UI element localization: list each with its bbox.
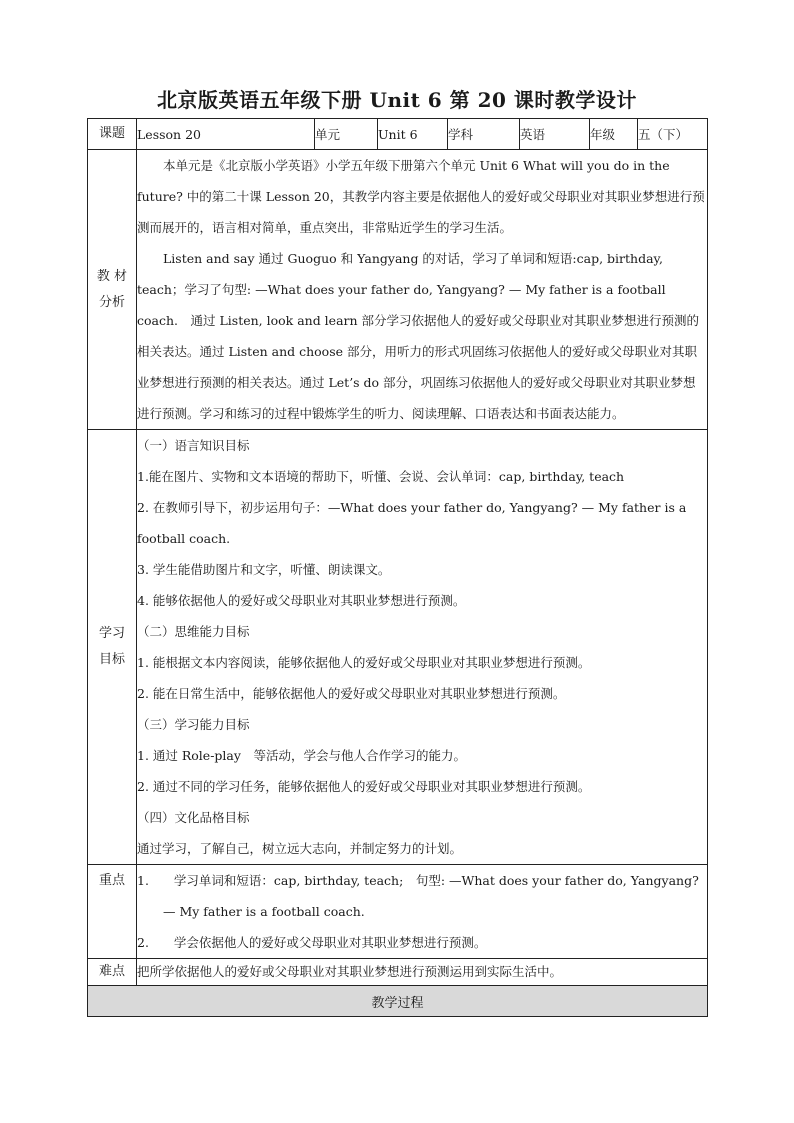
objective-line: 通过学习，了解自己，树立远大志向，并制定努力的计划。 [137,841,463,856]
subject-value: 英语 [520,119,590,150]
objective-line: 1. 能根据文本内容阅读，能够依据他人的爱好或父母职业对其职业梦想进行预测。 [137,655,591,670]
objective-line: 4. 能够依据他人的爱好或父母职业对其职业梦想进行预测。 [137,593,466,608]
difficulties-label: 难点 [88,959,137,986]
objective-heading-culture: （四）文化品格目标 [137,810,250,825]
objective-line: 2. 在教师引导下，初步运用句子：—What does your father do, Yangyang? — My father is a football coach. [137,500,687,546]
difficulties-content: 把所学依据他人的爱好或父母职业对其职业梦想进行预测运用到实际生活中。 [137,959,708,986]
lesson-value: Lesson 20 [137,119,315,150]
objective-line: 3. 学生能借助图片和文字，听懂、朗读课文。 [137,562,391,577]
process-heading: 教学过程 [88,986,708,1017]
objectives-label [88,430,137,865]
objective-heading-language: （一）语言知识目标 [137,438,250,453]
objectives-row [88,430,708,865]
subject-label: 学科 [448,119,520,150]
objective-heading-thinking: （二）思维能力目标 [137,624,250,639]
lesson-label: 课题 [88,119,137,150]
objective-line: 2. 能在日常生活中，能够依据他人的爱好或父母职业对其职业梦想进行预测。 [137,686,566,701]
objectives-label-line2: 目标 [98,652,125,667]
key-points-label: 重点 [88,865,137,959]
objectives-label-line1: 学习 [98,626,125,641]
grade-value: 五（下） [638,119,708,150]
objective-heading-learning: （三）学习能力目标 [137,717,250,732]
analysis-paragraph-1: 本单元是《北京版小学英语》小学五年级下册第六个单元 Unit 6 What will you do in the future? 中的第二十课 Lesson 20，其教学内容主要是依据他人的爱好或父母职业对其职业梦想进行预测而展开的，语言相对简单，重点突出，非常贴近学生的学习生活。 [137,158,705,235]
key-point-item: 2. 学会依据他人的爱好或父母职业对其职业梦想进行预测。 [137,935,487,950]
unit-label: 单元 [315,119,378,150]
analysis-paragraph-2: Listen and say 通过 Guoguo 和 Yangyang 的对话，学习了单词和短语:cap, birthday, teach；学习了句型: —What does your father do, Yangyang? — My father is a football coach. 通过 Listen, look and learn 部分学习依据他人的爱好或父母职业对其职业梦想进行预测的相关表达。通过 Listen and choose 部分，用听力的形式巩固练习依据他人的爱好或父母职业对其职业梦想进行预测的相关表达。通过 Let’s do 部分，巩固练习依据他人的爱好或父母职业对其职业梦想进行预测。学习和练习的过程中锻炼学生的听力、阅读理解、口语表达和书面表达能力。 [137,251,700,421]
key-point-item: 1. 学习单词和短语：cap, birthday, teach; 句型: —What does your father do, Yangyang? — My father is a football coach. [137,873,699,919]
process-row [88,986,708,1017]
analysis-label-line1: 教 材 [96,268,128,284]
objective-line: 1. 通过 Role-play 等活动，学会与他人合作学习的能力。 [137,748,466,763]
analysis-row [88,150,708,430]
objective-line: 1.能在图片、实物和文本语境的帮助下，听懂、会说、会认单词：cap, birthday, teach [137,469,625,484]
key-points-row [88,865,708,959]
grade-label: 年级 [590,119,638,150]
unit-value: Unit 6 [378,119,448,150]
document-title: 北京版英语五年级下册 Unit 6 第 20 课时教学设计 [157,88,637,112]
header-row [88,119,708,150]
difficulties-row [88,959,708,986]
analysis-label-line2: 分析 [98,294,125,310]
lesson-plan-table [87,118,708,1017]
key-points-content [137,865,708,959]
objective-line: 2. 通过不同的学习任务，能够依据他人的爱好或父母职业对其职业梦想进行预测。 [137,779,591,794]
analysis-label [88,150,137,430]
objectives-content [137,430,708,865]
analysis-content [137,150,708,430]
